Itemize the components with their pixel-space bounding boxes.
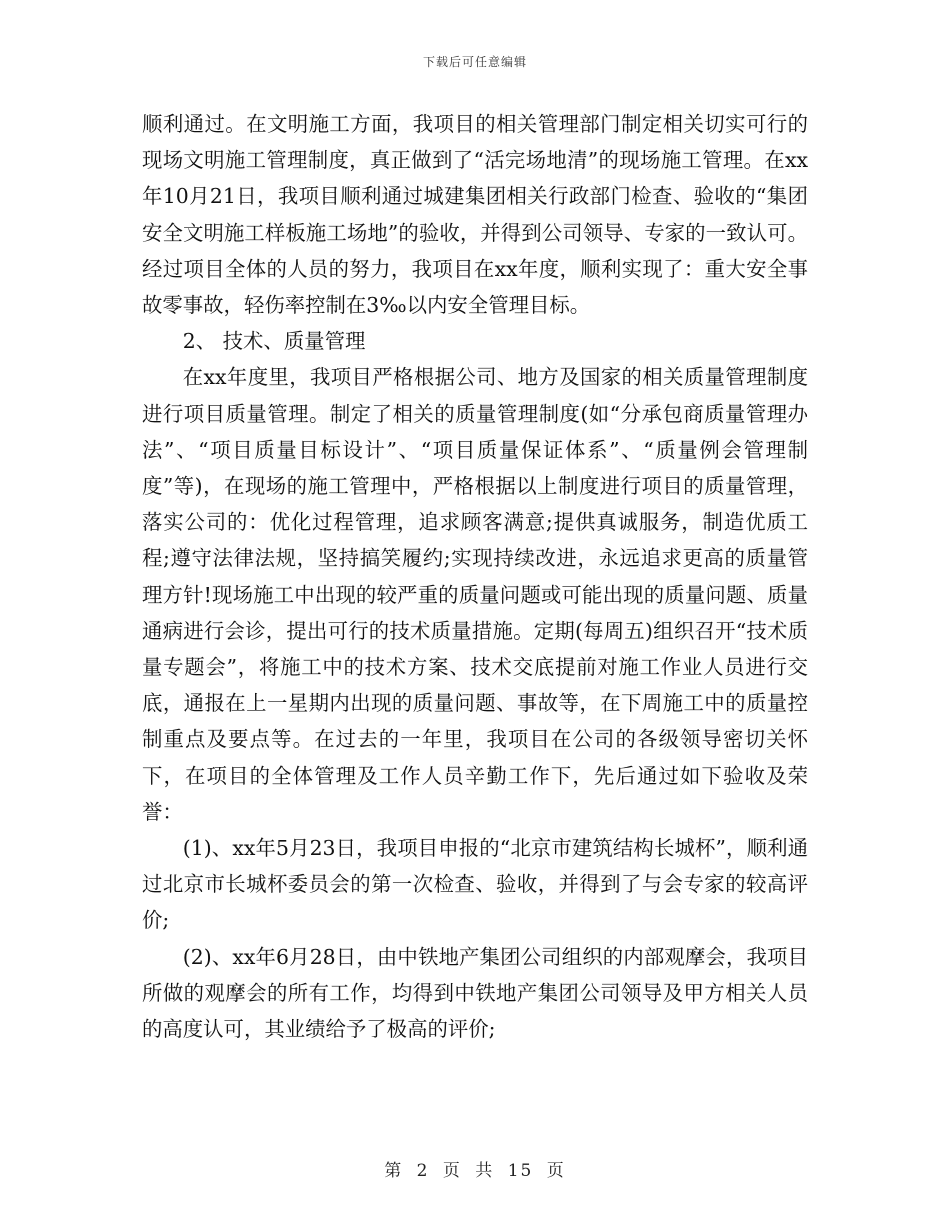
section-heading-technology-quality: 2、 技术、质量管理: [182, 329, 366, 354]
paragraph-item-2: (2)、xx年6月28日，由中铁地产集团公司组织的内部观摩会，我项目所做的观摩会的所有工作，均得到中铁地产集团公司领导及甲方相关人员的高度认可，其业绩给予了极高的评价;: [142, 944, 808, 1042]
paragraph-safety-continuation: 顺利通过。在文明施工方面，我项目的相关管理部门制定相关切实可行的现场文明施工管理制度，真正做到了“活完场地清”的现场施工管理。在xx年10月21日，我项目顺利通过城建集团相关行政部门检查、验收的“集团安全文明施工样板施工场地”的验收，并得到公司领导、专家的一致认可。经过项目全体的人员的努力，我项目在xx年度，顺利实现了：重大安全事故零事故，轻伤率控制在3‰以内安全管理目标。: [142, 112, 808, 318]
paragraph-item-1: (1)、xx年5月23日，我项目申报的“北京市建筑结构长城杯”，顺利通过北京市长城杯委员会的第一次检查、验收，并得到了与会专家的较高评价;: [142, 836, 808, 933]
document-body: [142, 106, 808, 1047]
paragraph-quality-management: 在xx年度里，我项目严格根据公司、地方及国家的相关质量管理制度进行项目质量管理。制定了相关的质量管理制度(如“分承包商质量管理办法”、“项目质量目标设计”、“项目质量保证体系”、“质量例会管理制度”等)，在现场的施工管理中，严格根据以上制度进行项目的质量管理，落实公司的：优化过程管理，追求顾客满意;提供真诚服务，制造优质工程;遵守法律法规，坚持搞笑履约;实现持续改进，永远追求更高的质量管理方针!现场施工中出现的较严重的质量问题或可能出现的质量问题、质量通病进行会诊，提出可行的技术质量措施。定期(每周五)组织召开“技术质量专题会”，将施工中的技术方案、技术交底提前对施工作业人员进行交底，通报在上一星期内出现的质量问题、事故等，在下周施工中的质量控制重点及要点等。在过去的一年里，我项目在公司的各级领导密切关怀下，在项目的全体管理及工作人员辛勤工作下，先后通过如下验收及荣誉：: [142, 365, 808, 824]
page-header: 下载后可任意编辑: [422, 55, 527, 69]
page-number-footer: 第 2 页 共 15 页: [384, 1161, 566, 1181]
